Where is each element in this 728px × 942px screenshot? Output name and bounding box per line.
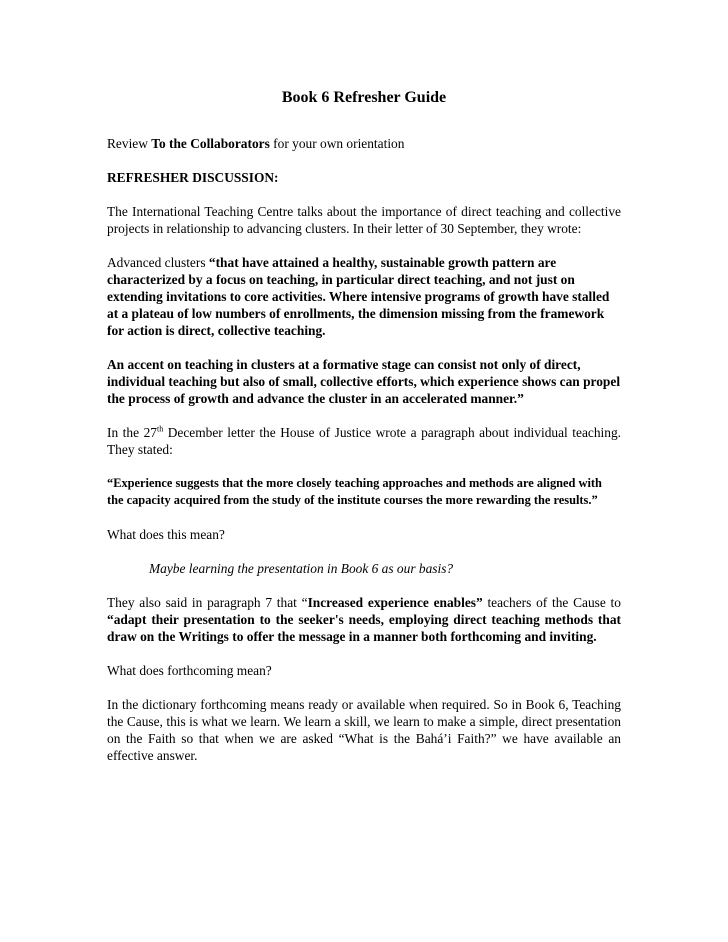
- ordinal-suffix: th: [156, 424, 164, 434]
- quote-experience: “Experience suggests that the more closely teaching approaches and methods are aligned with the capacity acquired from the study of the institute courses the more rewarding the results.”: [107, 476, 602, 507]
- paragraph-formative-stage: An accent on teaching in clusters at a formative stage can consist not only of direct, individual teaching but also of small, collective efforts, which experience shows can propel the process of growth and advance the cluster in an accelerated manner.”: [107, 357, 621, 406]
- paragraph-december-letter: [107, 424, 621, 458]
- question-forthcoming: What does forthcoming mean?: [107, 663, 272, 678]
- italic-answer: Maybe learning the presentation in Book 6 as our basis?: [149, 561, 454, 576]
- seekers-bold-2: “adapt their presentation to the seeker's needs, employing direct teaching methods that draw on the Writings to offer the message in a manner both forthcoming and inviting.: [107, 612, 621, 644]
- seekers-prefix: They also said in paragraph 7 that “: [107, 595, 308, 610]
- paragraph-dictionary: In the dictionary forthcoming means ready or available when required. So in Book 6, Teaching the Cause, this is what we learn. We learn a skill, we learn to make a simple, direct presentation on the Faith so that when we are asked “What is the Bahá’i Faith?” we have available an effective answer.: [107, 697, 621, 763]
- paragraph-itc-letter: The International Teaching Centre talks about the importance of direct teaching and collective projects in relationship to advancing clusters. In their letter of 30 September, they wrote:: [107, 204, 621, 236]
- paragraph-advanced-clusters: [107, 254, 621, 339]
- december-suffix: December letter the House of Justice wrote a paragraph about individual teaching. They stated:: [107, 425, 621, 457]
- advanced-clusters-quote: “that have attained a healthy, sustainable growth pattern are characterized by a focus on teaching, in particular direct teaching, and not just on extending invitations to core activities. Where intensive programs of growth have stalled at a plateau of low numbers of enrollments, the dimension missing from the framework for action is direct, collective teaching.: [107, 255, 610, 338]
- review-prefix: Review: [107, 136, 152, 151]
- review-bold: To the Collaborators: [151, 136, 270, 151]
- advanced-clusters-prefix: Advanced clusters: [107, 255, 209, 270]
- paragraph-seekers-needs: [107, 594, 621, 645]
- question-meaning: What does this mean?: [107, 527, 225, 542]
- section-heading: REFRESHER DISCUSSION:: [107, 170, 279, 185]
- review-suffix: for your own orientation: [269, 136, 405, 151]
- december-prefix: In the 27: [107, 425, 157, 440]
- seekers-bold-1: Increased experience enables”: [307, 595, 483, 610]
- document-title: Book 6 Refresher Guide: [281, 89, 447, 106]
- review-line: [107, 135, 621, 152]
- document-page: [107, 88, 621, 781]
- seekers-middle: teachers of the Cause to: [482, 595, 621, 610]
